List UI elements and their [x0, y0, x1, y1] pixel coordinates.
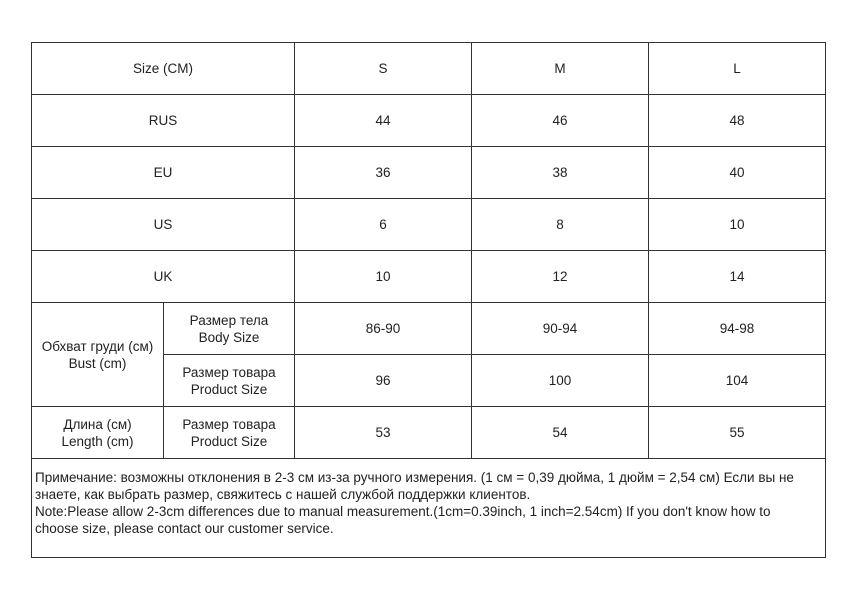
size-chart-table	[31, 42, 826, 558]
body-size-label	[164, 303, 295, 355]
table-cell: 8	[472, 199, 649, 251]
table-cell: 104	[649, 355, 826, 407]
table-cell: 38	[472, 147, 649, 199]
header-size-s: S	[295, 43, 472, 95]
header-size-label: Size (CM)	[32, 43, 295, 95]
table-cell: 48	[649, 95, 826, 147]
length-label-en: Length (cm)	[61, 433, 134, 449]
header-size-m: M	[472, 43, 649, 95]
length-label	[32, 407, 164, 459]
table-cell: 54	[472, 407, 649, 459]
note-ru-line-1: Примечание: возможны отклонения в 2-3 см из-за ручного измерения. (1 см = 0,39 дюйма, 1 дюйм = 2,54 см) Если вы не	[35, 470, 794, 485]
table-cell: 100	[472, 355, 649, 407]
body-size-label-ru: Размер тела	[189, 312, 269, 328]
table-cell: 94-98	[649, 303, 826, 355]
table-cell: 10	[295, 251, 472, 303]
bust-label	[32, 303, 164, 407]
table-cell: 53	[295, 407, 472, 459]
table-cell: 46	[472, 95, 649, 147]
row-label-us: US	[32, 199, 295, 251]
measurement-note	[32, 459, 826, 558]
bust-label-ru: Обхват груди (см)	[41, 338, 154, 354]
product-size-label-ru: Размер товара	[182, 364, 276, 380]
table-cell: 6	[295, 199, 472, 251]
product-size-label-en: Product Size	[190, 381, 268, 397]
body-size-label-en: Body Size	[198, 329, 260, 345]
table-cell: 90-94	[472, 303, 649, 355]
length-product-size-label	[164, 407, 295, 459]
table-row	[32, 407, 826, 459]
table-cell: 14	[649, 251, 826, 303]
row-label-rus: RUS	[32, 95, 295, 147]
table-cell: 36	[295, 147, 472, 199]
bust-label-en: Bust (cm)	[68, 355, 127, 371]
note-row	[32, 459, 826, 558]
table-row	[32, 199, 826, 251]
length-product-size-label-en: Product Size	[190, 433, 268, 449]
table-row	[32, 147, 826, 199]
product-size-label	[164, 355, 295, 407]
table-cell: 12	[472, 251, 649, 303]
table-cell: 86-90	[295, 303, 472, 355]
table-row	[32, 303, 826, 355]
table-cell: 55	[649, 407, 826, 459]
length-product-size-label-ru: Размер товара	[182, 416, 276, 432]
table-cell: 96	[295, 355, 472, 407]
note-en-line-2: choose size, please contact our customer service.	[35, 521, 334, 536]
table-cell: 44	[295, 95, 472, 147]
table-row	[32, 251, 826, 303]
length-label-ru: Длина (см)	[63, 416, 132, 432]
row-label-eu: EU	[32, 147, 295, 199]
note-ru-line-2: знаете, как выбрать размер, свяжитесь с нашей службой поддержки клиентов.	[35, 487, 531, 502]
note-en-line-1: Note:Please allow 2-3cm differences due to manual measurement.(1cm=0.39inch, 1 inch=2.54cm) If you don't know how to	[35, 504, 771, 519]
row-label-uk: UK	[32, 251, 295, 303]
table-row	[32, 95, 826, 147]
table-cell: 40	[649, 147, 826, 199]
table-cell: 10	[649, 199, 826, 251]
header-size-l: L	[649, 43, 826, 95]
table-header-row	[32, 43, 826, 95]
